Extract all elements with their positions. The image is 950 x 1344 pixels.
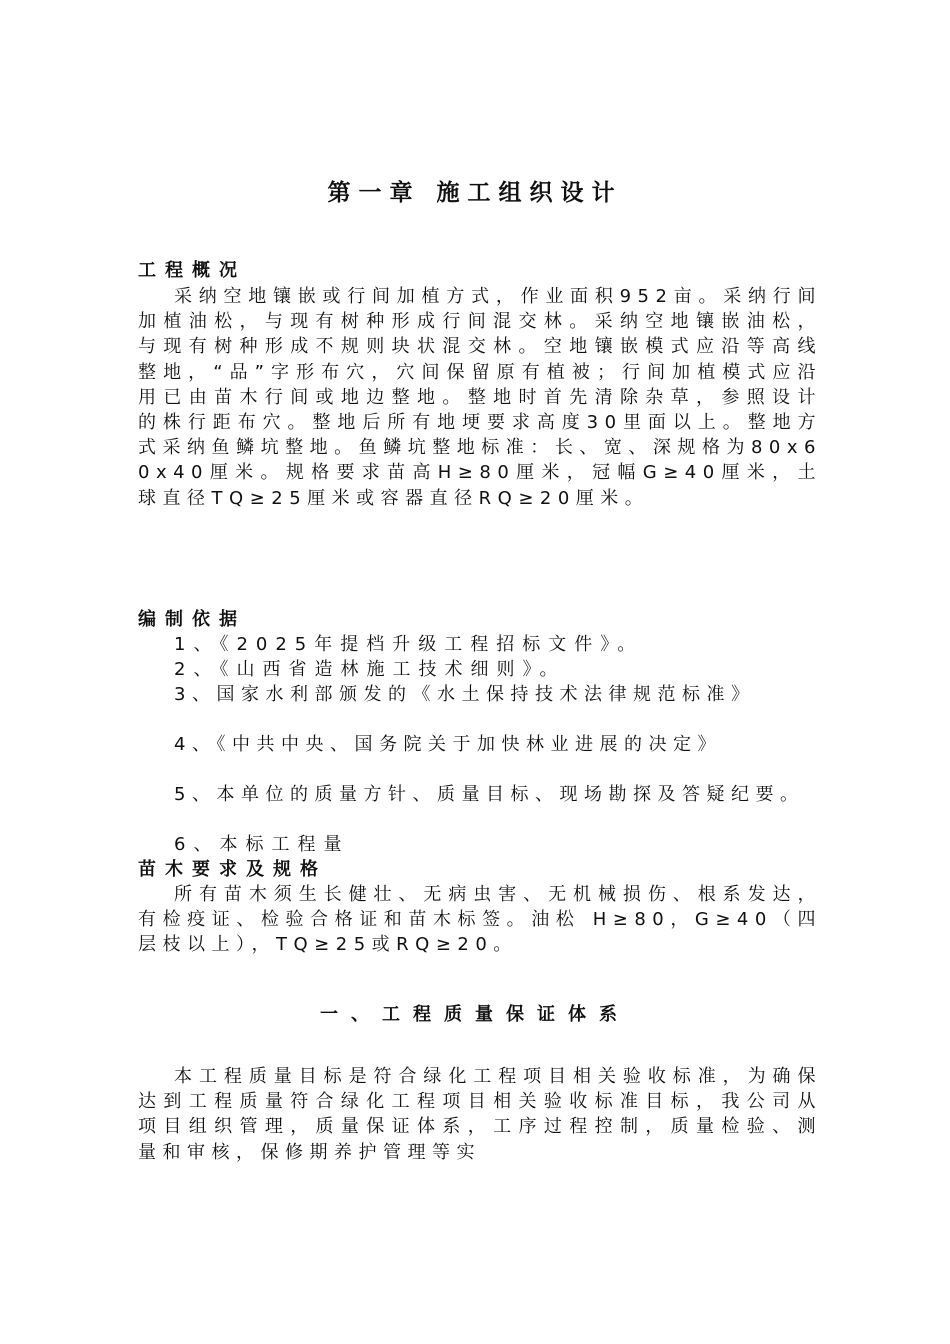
quality-paragraph: 本工程质量目标是符合绿化工程项目相关验收标准，为确保达到工程质量符合绿化工程项目相关验收标准目标，我公司从项目组织管理，质量保证体系，工序过程控制，质量检验、测量和审核，保修期养护管理等实	[138, 1066, 822, 1163]
seedlings-heading: 苗木要求及规格	[138, 859, 327, 880]
basis-item-5: 5、本单位的质量方针、质量目标、现场勘探及答疑纪要。	[174, 784, 805, 805]
overview-paragraph: 采纳空地镶嵌或行间加植方式，作业面积952亩。采纳行间加植油松，与现有树种形成行间混交林。采纳空地镶嵌油松，与现有树种形成不规则块状混交林。空地镶嵌模式应沿等高线整地，“品”字形布穴，穴间保留原有植被；行间加植模式应沿用已由苗木行间或地边整地。整地时首先清除杂草，参照设计的株行距布穴。整地后所有地埂要求高度30里面以上。整地方式采纳鱼鳞坑整地。鱼鳞坑整地标准：长、宽、深规格为80x60x40厘米。规格要求苗高H≥80厘米，冠幅G≥40厘米，土球直径TQ≥25厘米或容器直径RQ≥20厘米。	[138, 286, 822, 509]
basis-heading: 编制依据	[138, 609, 246, 630]
chapter-title: 第一章 施工组织设计	[327, 180, 623, 206]
basis-item-1: 1、《2025年提档升级工程招标文件》。	[174, 634, 644, 655]
seedlings-paragraph: 所有苗木须生长健壮、无病虫害、无机械损伤、根系发达，有检疫证、检验合格证和苗木标签。油松 H≥80，G≥40（四层枝以上），TQ≥25或RQ≥20。	[138, 884, 822, 956]
basis-item-6: 6、本标工程量	[174, 834, 350, 855]
basis-item-4: 4、《中共中央、国务院关于加快林业进展的决定》	[174, 734, 722, 755]
basis-item-2: 2、《山西省造林施工技术细则》。	[174, 659, 566, 680]
quality-section-title: 一、工程质量保证体系	[320, 1004, 630, 1025]
basis-item-3: 3、国家水利部颁发的《水土保持技术法律规范标准》	[174, 684, 756, 705]
overview-heading: 工程概况	[138, 260, 246, 281]
